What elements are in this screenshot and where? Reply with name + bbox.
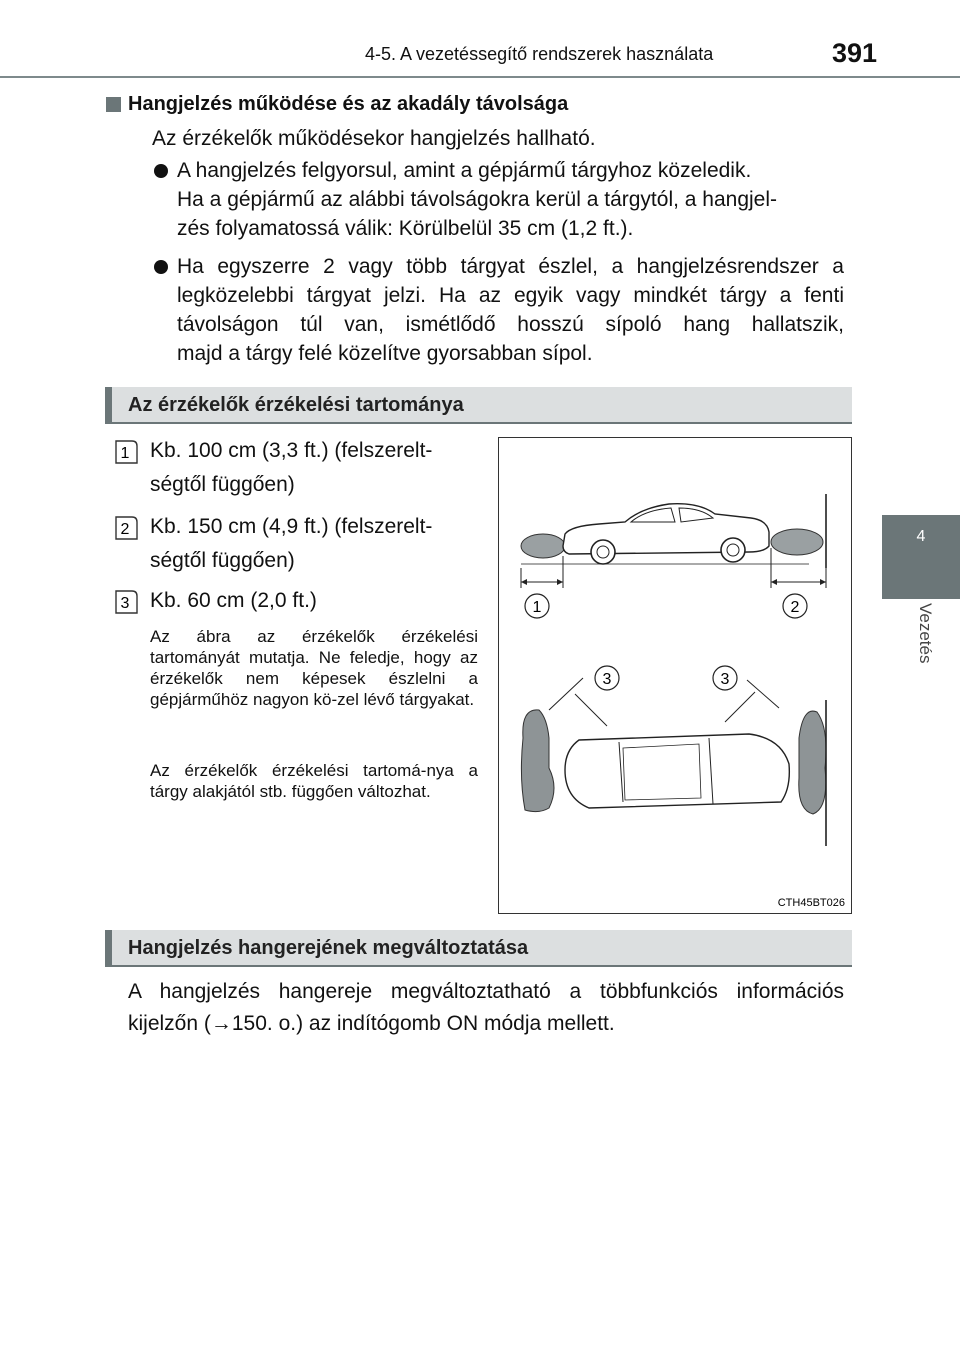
section-heading: Hangjelzés működése és az akadály távolsága (128, 93, 569, 115)
band-rule (105, 965, 852, 967)
svg-text:3: 3 (120, 595, 130, 612)
section-band: Hangjelzés hangerejének megváltoztatása (105, 930, 852, 967)
range-item-2: Kb. 150 cm (4,9 ft.) (felszerelt- ségtől függően) (150, 515, 433, 572)
svg-text:2: 2 (120, 521, 130, 538)
svg-text:1: 1 (120, 445, 130, 462)
number-box-icon (114, 516, 138, 540)
range-item-1: Kb. 100 cm (3,3 ft.) (felszerelt- ségtől függően) (150, 439, 433, 496)
sensor-range-diagram (498, 437, 852, 914)
heading-square-icon (106, 97, 121, 112)
band-rule (105, 422, 852, 424)
svg-text:CTH45BT026: CTH45BT026 (777, 897, 845, 909)
range-item-3: Kb. 60 cm (2,0 ft.) (150, 589, 317, 612)
svg-text:3: 3 (602, 671, 612, 688)
svg-text:2: 2 (790, 599, 800, 616)
page-number: 391 (832, 38, 878, 68)
svg-text:3: 3 (720, 671, 730, 688)
bullet-paragraph-2: Ha egyszerre 2 vagy több tárgyat észlel, a hangjelzésrendszer a legközelebbi tárgyat jelzi. Ha az egyik vagy mindkét tárgy a fenti távolságon túl van, ismétlődő hosszú sípoló hang hallatszik, majd a tárgy felé közelítve gyorsabban sípol. (177, 255, 844, 365)
volume-paragraph: A hangjelzés hangereje megváltoztatható a többfunkciós információs kijelzőn (→150. o.) az indítógomb ON módja mellett. (128, 980, 844, 1035)
chapter-number: 4 (916, 528, 926, 545)
page-ref-arrow-icon: → (210, 1012, 232, 1035)
header-rule (0, 76, 960, 78)
chapter-label: Vezetés (916, 603, 935, 664)
note-text-2: Az érzékelők érzékelési tartomá-nya a tárgy alakjától stb. függően változhat. (150, 761, 478, 801)
running-header: 4-5. A vezetéssegítő rendszerek használata (365, 44, 714, 64)
number-box-icon (114, 590, 138, 614)
intro-text: Az érzékelők működésekor hangjelzés hallható. (152, 127, 596, 150)
bullet-icon (152, 160, 177, 180)
diagram-illustration (499, 438, 850, 912)
bullet-icon (152, 256, 177, 276)
bullet-paragraph-1: A hangjelzés felgyorsul, amint a gépjármű tárgyhoz közeledik. Ha a gépjármű az alábbi távolságokra kerül a tárgytól, a hangjel- zés folyamatossá válik: Körülbelül 35 cm (1,2 ft.). (177, 159, 778, 240)
number-box-icon (114, 440, 138, 464)
note-text-1: Az ábra az érzékelők érzékelési tartományát mutatja. Ne feledje, hogy az érzékelők nem képesek észlelni a gépjárműhöz nagyon kö-zel lévő tárgyakat. (150, 627, 478, 709)
svg-text:1: 1 (532, 599, 542, 616)
section-band: Az érzékelők érzékelési tartománya (105, 387, 852, 424)
